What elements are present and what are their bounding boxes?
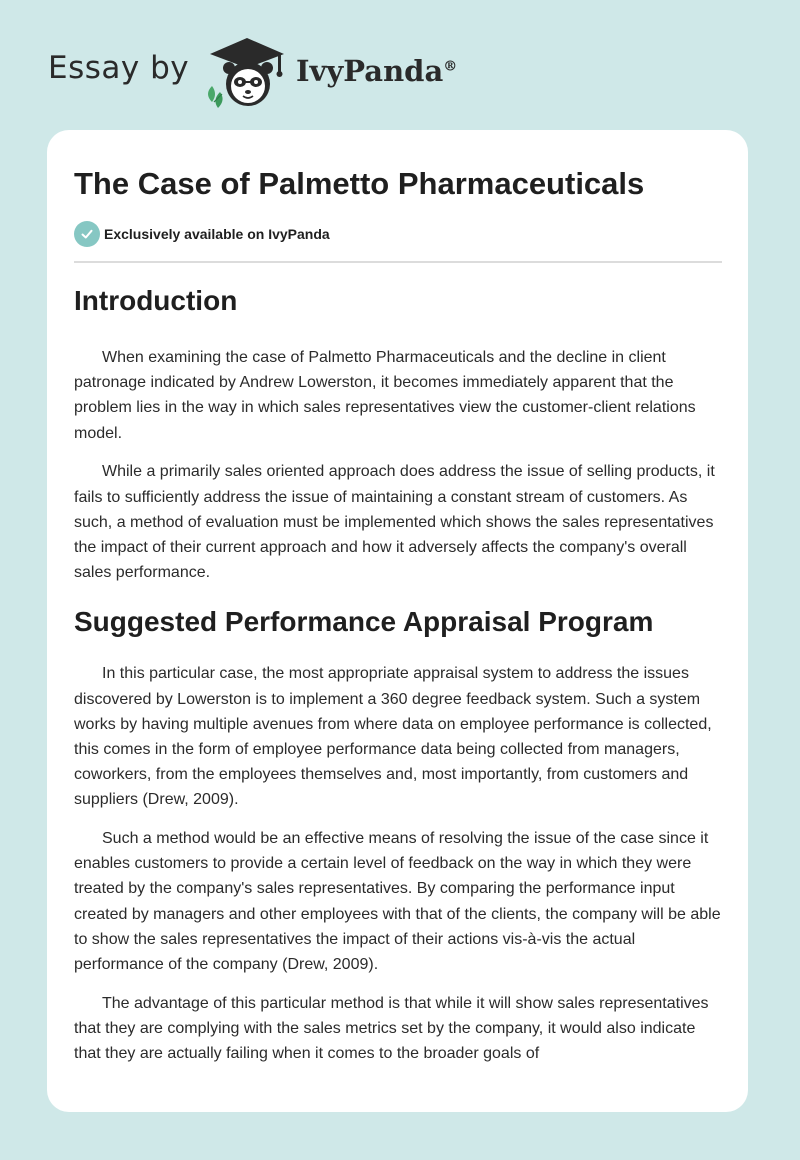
- site-header: [48, 36, 508, 110]
- paragraph: While a primarily sales oriented approach does address the issue of selling products, it fails to sufficiently address the issue of maintaining a constant stream of customers. As such, a method of evaluation must be implemented which shows the sales representatives the impact of their current approach and how it adversely affects the company's overall sales performance.: [74, 463, 715, 582]
- paragraph: When examining the case of Palmetto Pharmaceuticals and the decline in client patronage indicated by Andrew Lowerston, it becomes immediately apparent that the problem lies in the way in which sales representatives view the customer-client relations model.: [74, 349, 696, 442]
- essay-body: [74, 282, 722, 1066]
- ivypanda-logo-icon[interactable]: [202, 36, 292, 110]
- brand-name: IvyPanda®: [296, 54, 458, 88]
- paragraph: In this particular case, the most appropriate appraisal system to address the issues discovered by Lowerston is to implement a 360 degree feedback system. Such a system works by having multiple avenues from where data on employee performance is collected, this comes in the form of employee performance data being collected from managers, coworkers, from the employees themselves and, most importantly, from customers and suppliers (Drew, 2009).: [74, 665, 712, 809]
- essay-card: [47, 130, 748, 1112]
- divider: [74, 261, 722, 263]
- page-title: The Case of Palmetto Pharmaceuticals: [74, 166, 645, 201]
- exclusive-badge: [74, 221, 330, 247]
- section-heading-introduction: Introduction: [74, 285, 238, 316]
- essay-by-label: Essay by: [48, 50, 190, 86]
- paragraph: Such a method would be an effective means of resolving the issue of the case since it enables customers to provide a certain level of feedback on the way in which they were treated by the company's sales representatives. By comparing the performance input created by managers and other employees with that of the clients, the company will be able to show the sales representatives the impact of their actions vis-à-vis the actual performance of the company (Drew, 2009).: [74, 830, 721, 974]
- checkmark-icon: [74, 221, 100, 247]
- section-heading-appraisal-program: Suggested Performance Appraisal Program: [74, 606, 654, 638]
- paragraph: The advantage of this particular method is that while it will show sales representatives that they are complying with the sales metrics set by the company, it would also indicate that they are actually failing when it comes to the broader goals of: [74, 994, 709, 1063]
- exclusive-badge-label: Exclusively available on IvyPanda: [104, 226, 330, 242]
